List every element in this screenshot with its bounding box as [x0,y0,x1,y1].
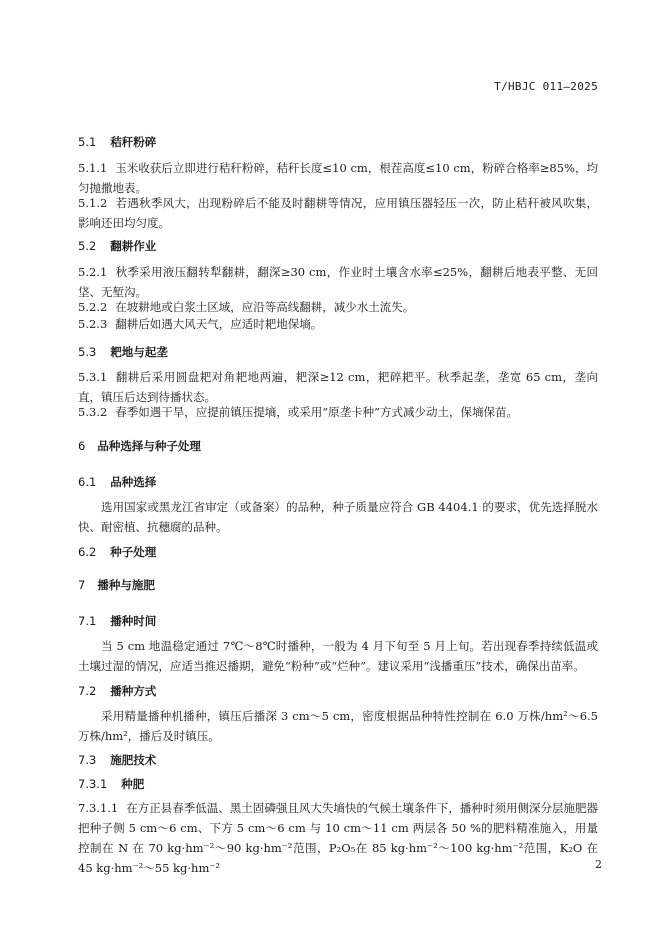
paragraph-7-1: 当 5 cm 地温稳定通过 7℃～8℃时播种，一般为 4 月下旬至 5 月上旬。若出现春季持续低温或土壤过湿的情况，应适当推迟播期，避免“粉种”或“烂种”。建议采用“浅播重压”技术，确保出苗率。 [78,639,598,673]
clause-number: 5.2.3 [78,317,108,331]
heading-title: 耙地与起垄 [110,345,168,359]
clause-number: 5.1.2 [78,196,108,210]
clause-7-3-1-1 [78,798,598,878]
heading-7-3 [78,752,156,768]
heading-title: 播种时间 [110,614,157,628]
heading-title: 翻耕作业 [110,239,157,253]
clause-text: 若遇秋季风大，出现粉碎后不能及时翻耕等情况，应用镇压器轻压一次，防止秸秆被风吹集，影响还田均匀度。 [78,196,598,230]
clause-number: 7.3.1.1 [78,801,119,815]
clause-text: 秋季采用液压翻转犁翻耕，翻深≥30 cm，作业时土壤含水率≤25%，翻耕后地表平整、无回垡、无堑沟。 [78,265,598,299]
heading-6-1 [78,474,156,490]
clause-text: 玉米收获后立即进行秸秆粉碎，秸秆长度≤10 cm，根茬高度≤10 cm，粉碎合格率≥85%，均匀抛撒地表。 [78,161,598,195]
heading-6-2 [78,544,156,560]
heading-number: 5.3 [78,345,97,359]
heading-number: 5.1 [78,135,97,149]
clause-number: 5.1.1 [78,161,108,175]
clause-5-1-2 [78,193,598,233]
paragraph-7-2: 采用精量播种机播种，镇压后播深 3 cm～5 cm，密度根据品种特性控制在 6.0 万株/hm²～6.5 万株/hm²，播后及时镇压。 [78,709,598,743]
heading-5-1 [78,134,156,150]
heading-5-3 [78,344,168,360]
heading-number: 5.2 [78,239,97,253]
clause-text: 翻耕后如遇大风天气，应适时耙地保墒。 [115,317,323,331]
heading-number: 7.2 [78,684,97,698]
clause-number: 5.2.1 [78,265,108,279]
heading-7 [78,577,155,593]
clause-number: 5.2.2 [78,300,108,314]
heading-7-3-1 [78,776,144,792]
heading-number: 7.1 [78,614,97,628]
heading-number: 7.3 [78,753,97,767]
clause-text: 在方正县春季低温、黑土固磷强且风大失墒快的气候土壤条件下，播种时须用侧深分层施肥器把种子侧 5 cm～6 cm、下方 5 cm～6 cm 与 10 cm～11 cm 两层各 50 %的肥料精准施入，用量控制在 N 在 70 kg·hm⁻²～90 kg·hm⁻²范围，P₂O₅在 85 kg·hm⁻²～100 kg·hm⁻²范围，K₂O 在 45 kg·hm⁻²～55 kg·hm⁻² [78,801,598,875]
heading-5-2 [78,238,156,254]
heading-number: 6.1 [78,475,97,489]
clause-number: 5.3.2 [78,405,108,419]
document-code-header: T/HBJC 011—2025 [494,80,598,93]
heading-title: 品种选择 [110,475,157,489]
page-number: 2 [595,858,602,871]
clause-5-3-2 [78,402,598,422]
heading-title: 秸秆粉碎 [110,135,157,149]
clause-text: 在坡耕地或白浆土区域，应沿等高线翻耕，减少水土流失。 [115,300,415,314]
heading-7-2 [78,683,156,699]
heading-number: 7 [78,578,86,592]
clause-number: 5.3.1 [78,370,108,384]
heading-title: 施肥技术 [110,753,157,767]
heading-number: 7.3.1 [78,777,108,791]
heading-6 [78,438,201,454]
clause-5-3-1 [78,367,598,407]
heading-7-1 [78,613,156,629]
heading-title: 种肥 [121,777,145,791]
clause-5-2-3 [78,314,598,334]
clause-text: 春季如遇干旱，应提前镇压提墒，或采用“原垄卡种”方式减少动土，保墒保苗。 [115,405,519,419]
clause-5-2-1 [78,262,598,302]
heading-title: 播种与施肥 [97,578,155,592]
heading-number: 6.2 [78,545,97,559]
heading-title: 播种方式 [110,684,157,698]
heading-title: 品种选择与种子处理 [97,439,201,453]
clause-5-1-1 [78,158,598,198]
heading-title: 种子处理 [110,545,157,559]
heading-number: 6 [78,439,86,453]
clause-text: 翻耕后采用圆盘耙对角耙地两遍，耙深≥12 cm，耙碎耙平。秋季起垄，垄宽 65 cm，垄向直，镇压后达到待播状态。 [78,370,598,404]
paragraph-6-1: 选用国家或黑龙江省审定（或备案）的品种，种子质量应符合 GB 4404.1 的要求，优先选择脱水快、耐密植、抗穗腐的品种。 [78,500,598,534]
